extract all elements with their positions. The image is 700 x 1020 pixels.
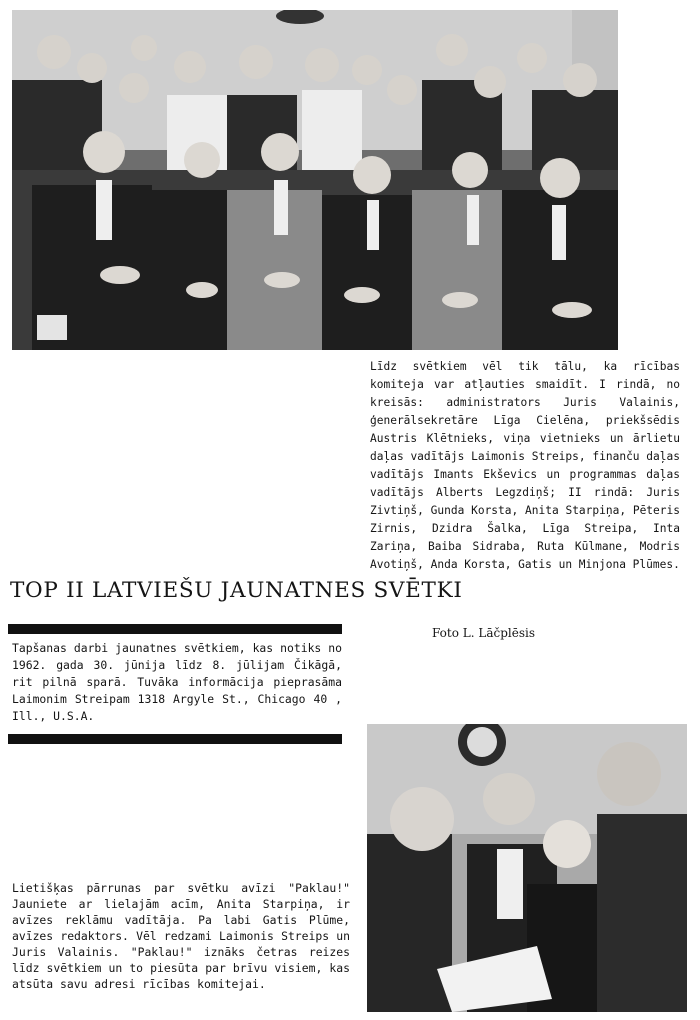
- festival-notice: Tapšanas darbi jaunatnes svētkiem, kas notiks no 1962. gada 30. jūnija līdz 8. jūlijam Čikāgā, rit pilnā sparā. Tuvāka informācija pieprasāma Laimonim Streipam 1318 Argyle St., Chicago 40 , Ill., U.S.A.: [12, 641, 342, 723]
- committee-group-photo: [12, 10, 618, 350]
- notice-bottom-rule: [8, 734, 342, 744]
- article-headline: TOP II LATVIEŠU JAUNATNES SVĒTKI: [10, 578, 463, 603]
- photo-credit: Foto L. Lāčplēsis: [432, 626, 535, 640]
- notice-top-rule: [8, 624, 342, 634]
- newspaper-discussion-photo: [367, 724, 687, 1012]
- group-photo-caption: Līdz svētkiem vēl tik tālu, ka rīcības komiteja var atļauties smaidīt. I rindā, no kreisās: administrators Juris Valainis, ģenerālsekretāre Līga Cielēna, priekšsēdis Austris Klētnieks, viņa vietnieks un ārlietu daļas vadītājs Laimonis Streips, finanču daļas vadītājs Imants Ekševics un programmas daļas vadītājs Alberts Legzdiņš; II rindā: Juris Zivtiņš, Gunda Korsta, Anita Starpiņa, Pēteris Zirnis, Dzidra Šalka, Līga Streipa, Inta Zariņa, Baiba Sidraba, Ruta Kūlmane, Modris Avotiņš, Anda Korsta, Gatis un Minjona Plūmes.: [370, 360, 680, 571]
- discussion-photo-caption: Lietišķas pārrunas par svētku avīzi "Paklau!" Jauniete ar lielajām acīm, Anita Starpiņa, ir avīzes reklāmu vadītāja. Pa labi Gatis Plūme, avīzes redaktors. Vēl redzami Laimonis Streips un Juris Valainis. "Paklau!" iznāks četras reizes līdz svētkiem un to piesūta par brīvu visiem, kas atsūta savu adresi rīcības komitejai.: [12, 881, 350, 991]
